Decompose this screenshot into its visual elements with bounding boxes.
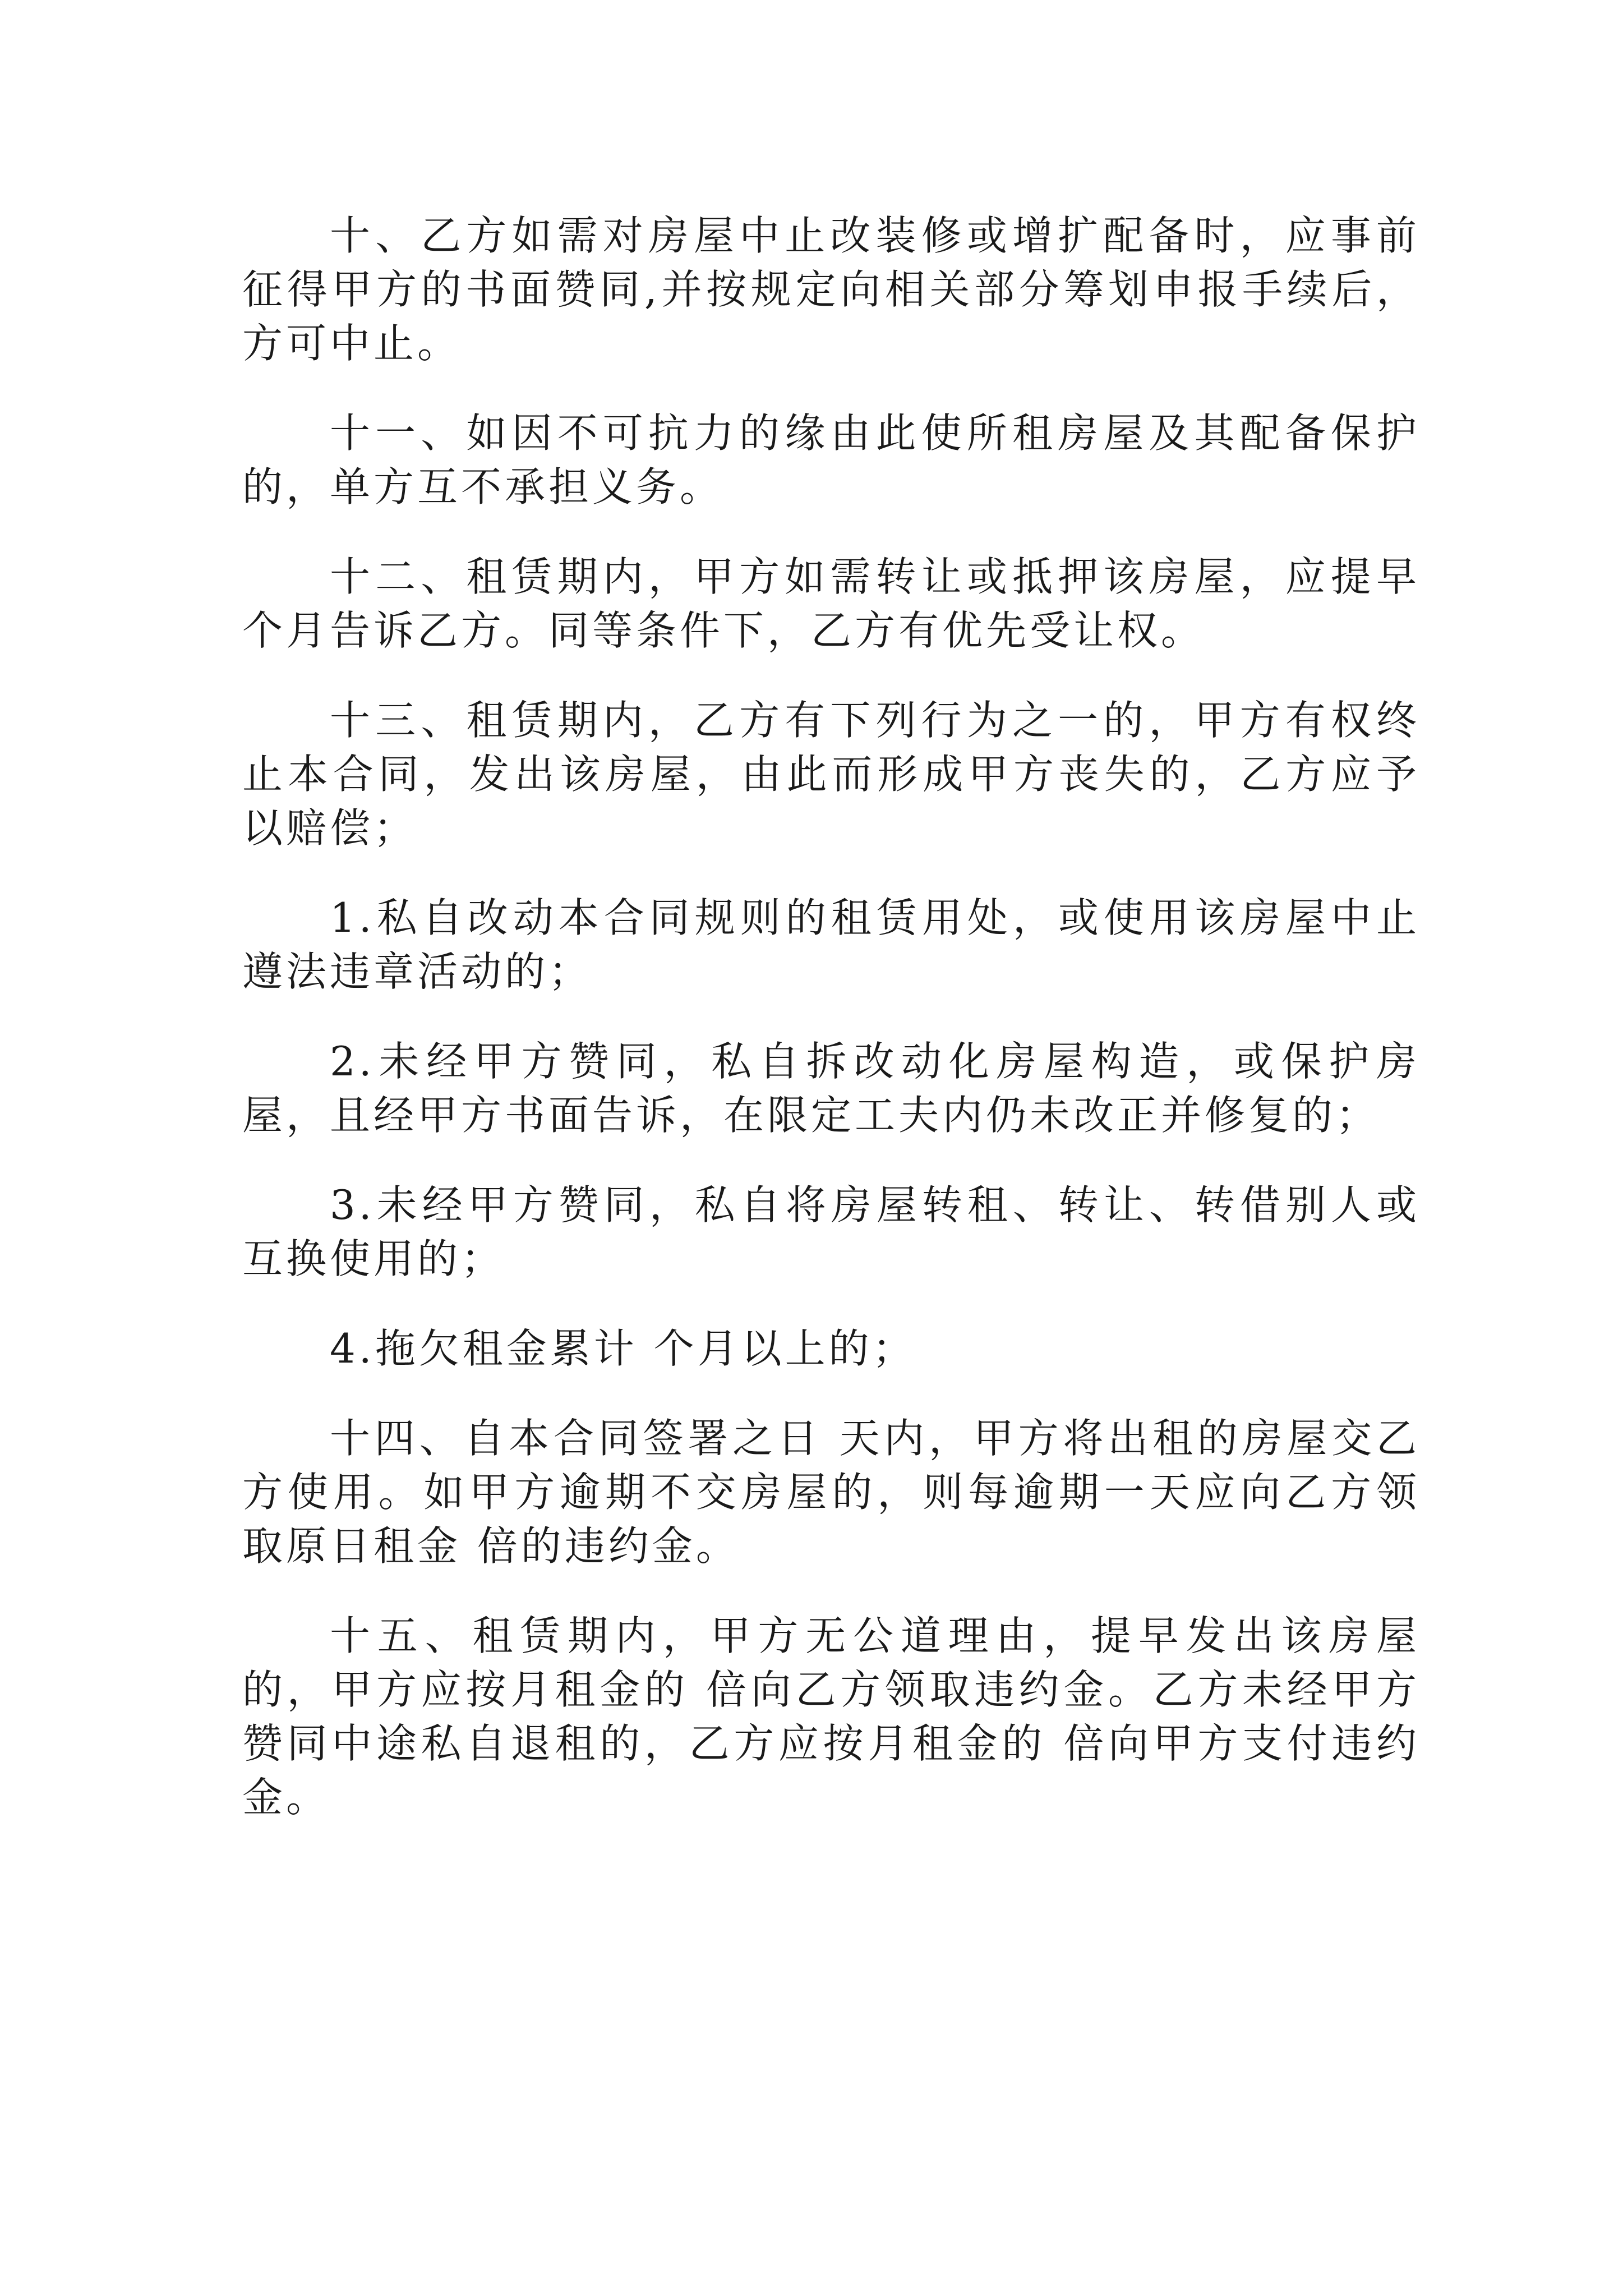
clause-14: 十四、自本合同签署之日 天内，甲方将出租的房屋交乙方使用。如甲方逾期不交房屋的，则每逾期一天应向乙方领取原日租金 倍的违约金。 bbox=[242, 1415, 1420, 1570]
document-body bbox=[242, 209, 1420, 1860]
clause-13-item-3: 3.未经甲方赞同，私自将房屋转租、转让、转借别人或互换使用的； bbox=[242, 1181, 1420, 1282]
clause-11: 十一、如因不可抗力的缘由此使所租房屋及其配备保护的，单方互不承担义务。 bbox=[242, 409, 1420, 510]
clause-13-item-1: 1.私自改动本合同规则的租赁用处，或使用该房屋中止遵法违章活动的； bbox=[242, 894, 1420, 995]
clause-13-item-4: 4.拖欠租金累计 个月以上的； bbox=[330, 1325, 916, 1372]
clause-10: 十、乙方如需对房屋中止改装修或增扩配备时，应事前征得甲方的书面赞同,并按规定向相关部分筹划申报手续后，方可中止。 bbox=[242, 212, 1420, 367]
clause-13: 十三、租赁期内，乙方有下列行为之一的，甲方有权终止本合同，发出该房屋，由此而形成甲方丧失的，乙方应予以赔偿； bbox=[242, 697, 1420, 852]
clause-13-item-2: 2.未经甲方赞同，私自拆改动化房屋构造，或保护房屋，且经甲方书面告诉，在限定工夫内仍未改正并修复的； bbox=[242, 1038, 1420, 1139]
clause-15: 十五、租赁期内，甲方无公道理由，提早发出该房屋的，甲方应按月租金的 倍向乙方领取违约金。乙方未经甲方赞同中途私自退租的，乙方应按月租金的 倍向甲方支付违约金。 bbox=[242, 1612, 1420, 1821]
clause-12: 十二、租赁期内，甲方如需转让或抵押该房屋，应提早个月告诉乙方。同等条件下，乙方有优先受让权。 bbox=[242, 553, 1420, 654]
